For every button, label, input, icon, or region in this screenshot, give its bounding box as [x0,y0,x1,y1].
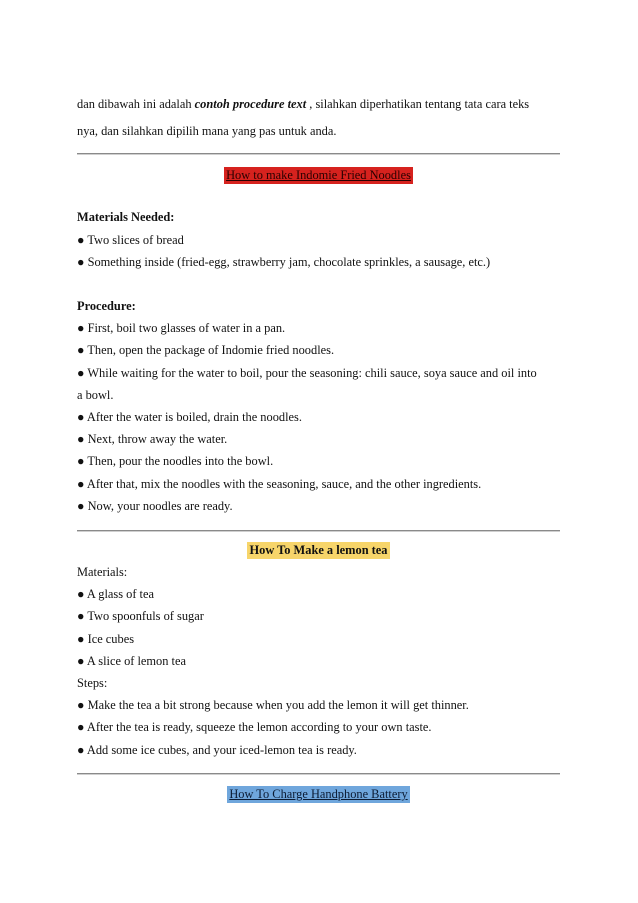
section2-step: ● Make the tea a bit strong because when you add the lemon it will get thinner. [77,698,469,712]
section2-material-item: ● A glass of tea [77,587,154,601]
section2-material-item: ● Two spoonfuls of sugar [77,609,204,623]
section2-step: ● After the tea is ready, squeeze the lemon according to your own taste. [77,720,432,734]
intro-line-1 [77,97,529,112]
section1-material-item: ● Two slices of bread [77,233,184,247]
section2-step: ● Add some ice cubes, and your iced-lemon tea is ready. [77,743,357,757]
section1-step: ● After the water is boiled, drain the noodles. [77,410,302,424]
section1-procedure-heading: Procedure: [77,299,136,313]
section1-title: How to make Indomie Fried Noodles [226,168,411,182]
section1-step: ● Next, throw away the water. [77,432,228,446]
section1-step: ● Then, open the package of Indomie fried noodles. [77,343,335,357]
section3-title: How To Charge Handphone Battery [229,787,408,801]
divider [77,773,560,775]
section1-heading-row [77,167,560,184]
intro-text-after: , silahkan diperhatikan tentang tata cara teks [306,97,530,111]
section1-material-item: ● Something inside (fried-egg, strawberry jam, chocolate sprinkles, a sausage, etc.) [77,255,491,269]
section2-material-item: ● A slice of lemon tea [77,654,186,668]
section2-heading-row [77,542,560,559]
section1-materials-heading: Materials Needed: [77,210,175,224]
intro-line-2: nya, dan silahkan dipilih mana yang pas untuk anda. [77,124,337,138]
intro-emphasis: contoh procedure text [194,97,307,111]
section1-step: ● After that, mix the noodles with the seasoning, sauce, and the other ingredients. [77,477,482,491]
section1-step: ● Now, your noodles are ready. [77,499,233,513]
section1-step: ● While waiting for the water to boil, pour the seasoning: chili sauce, soya sauce and oil into [77,366,537,380]
intro-text-before: dan dibawah ini adalah [77,97,195,111]
section1-step: ● First, boil two glasses of water in a pan. [77,321,286,335]
section2-material-item: ● Ice cubes [77,632,135,646]
divider [77,153,560,155]
section2-materials-heading: Materials: [77,565,128,579]
section2-steps-heading: Steps: [77,676,108,690]
section3-heading-row [77,786,560,803]
section1-step: ● Then, pour the noodles into the bowl. [77,454,274,468]
divider [77,530,560,532]
section1-step: a bowl. [77,388,114,402]
section2-title: How To Make a lemon tea [249,543,388,557]
